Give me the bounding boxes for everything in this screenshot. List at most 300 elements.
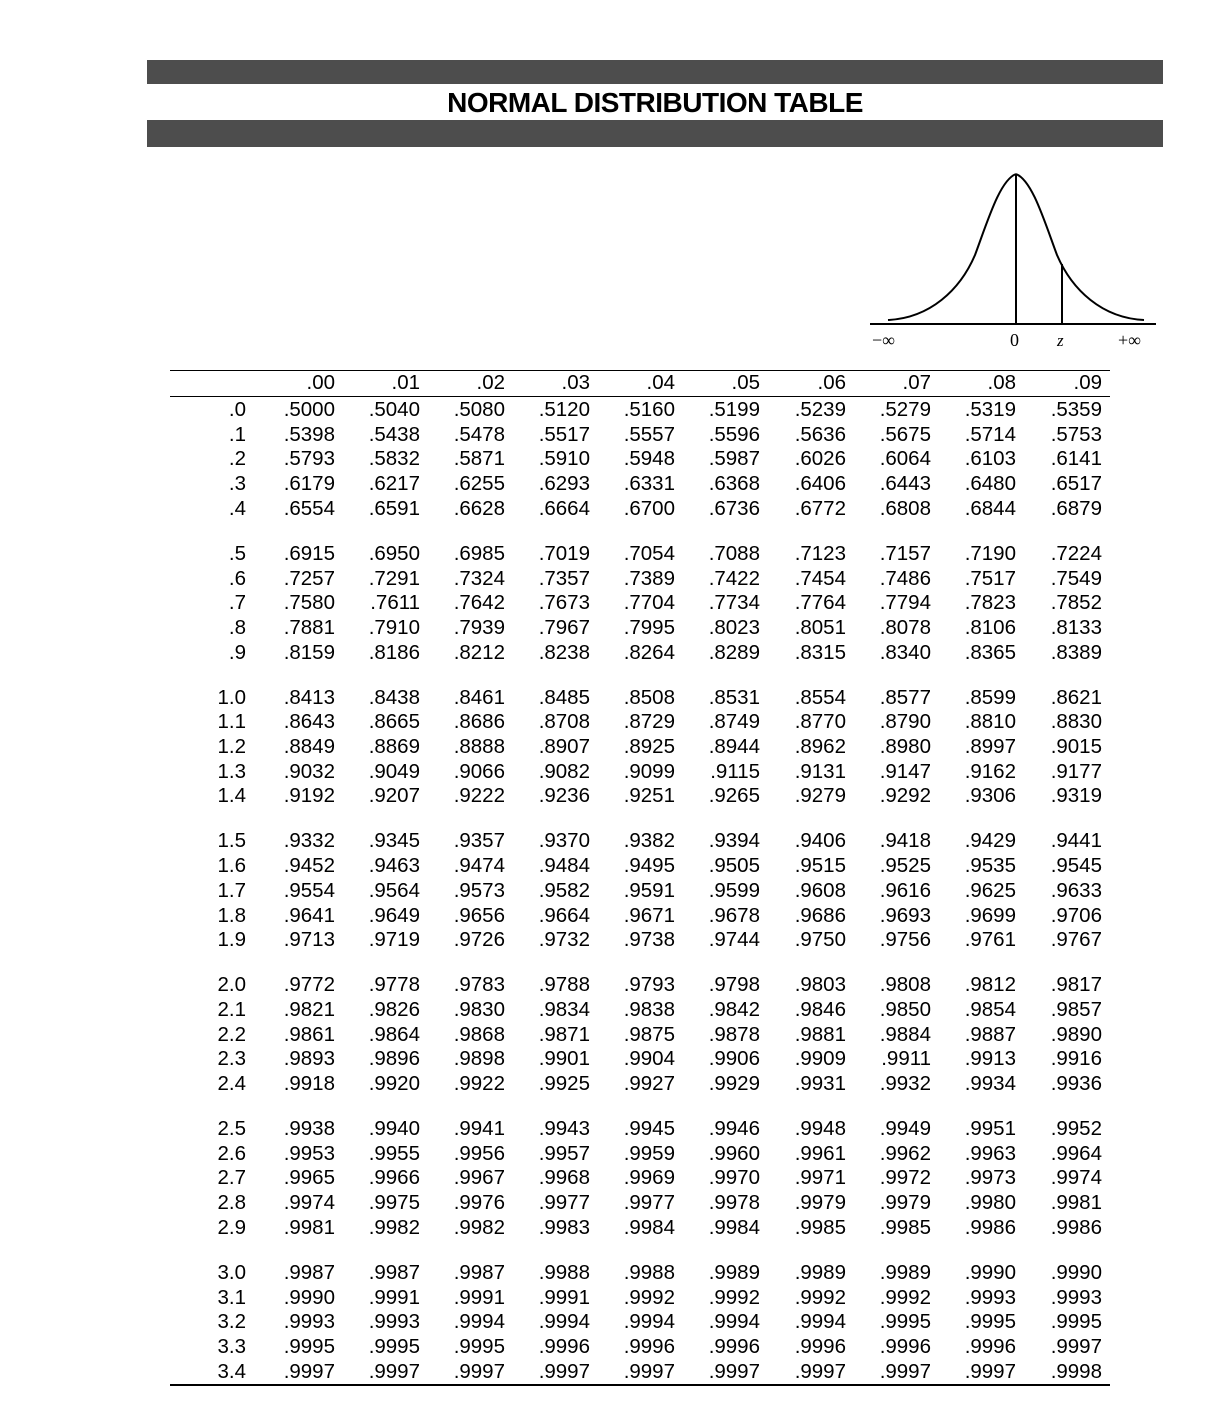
table-cell: .9979	[794, 1191, 846, 1215]
table-cell: .9854	[964, 997, 1016, 1021]
table-cell: .6406	[794, 472, 846, 496]
table-cell: .9951	[964, 1117, 1016, 1140]
table-cell: .8643	[283, 710, 335, 734]
row-z-label: .9	[228, 640, 246, 664]
table-cell: .8599	[964, 685, 1016, 709]
table-cell: .9997	[964, 1359, 1016, 1383]
table-cell: .6879	[1050, 496, 1102, 520]
table-cell: .9993	[964, 1285, 1016, 1309]
table-cell: .7764	[794, 591, 846, 615]
table-cell: .9713	[283, 928, 335, 952]
table-cell: .9989	[794, 1260, 846, 1284]
table-cell: .6554	[283, 496, 335, 520]
table-cell: .5398	[283, 422, 335, 446]
table-cell: .8023	[708, 615, 760, 639]
table-cell: .7517	[964, 566, 1016, 590]
table-cell: .9994	[794, 1310, 846, 1334]
table-cell: .8621	[1050, 685, 1102, 709]
table-cell: .8389	[1050, 640, 1102, 664]
row-z-label: 2.8	[217, 1191, 246, 1215]
row-z-label: 1.5	[217, 829, 246, 853]
table-cell: .9131	[794, 759, 846, 783]
table-cell: .9251	[623, 784, 675, 808]
table-cell: .9664	[538, 903, 590, 927]
table-cell: .7823	[964, 591, 1016, 615]
table-cell: .7019	[538, 541, 590, 565]
table-cell: .7852	[1050, 591, 1102, 615]
table-cell: .9686	[794, 903, 846, 927]
table-cell: .9834	[538, 997, 590, 1021]
table-cell: .7054	[623, 541, 675, 565]
table-cell: .9997	[453, 1359, 505, 1383]
table-cell: .9995	[368, 1334, 420, 1358]
table-cell: .9292	[879, 784, 931, 808]
table-cell: .7324	[453, 566, 505, 590]
table-cell: .9599	[708, 878, 760, 902]
table-cell: .9911	[881, 1047, 931, 1071]
table-cell: .8665	[368, 710, 420, 734]
table-cell: .8365	[964, 640, 1016, 664]
table-cell: .9857	[1050, 997, 1102, 1021]
table-cell: .9985	[879, 1215, 931, 1239]
table-cell: .9463	[368, 854, 420, 878]
table-cell: .7357	[538, 566, 590, 590]
table-cell: .9452	[283, 854, 335, 878]
row-z-label: .1	[228, 422, 246, 446]
table-cell: .7939	[453, 615, 505, 639]
table-cell: .5160	[623, 398, 675, 421]
table-cell: .8315	[794, 640, 846, 664]
table-cell: .8770	[794, 710, 846, 734]
table-cell: .6217	[368, 472, 420, 496]
table-cell: .7454	[794, 566, 846, 590]
table-cell: .9997	[623, 1359, 675, 1383]
table-cell: .9946	[708, 1117, 760, 1140]
table-cell: .9959	[623, 1141, 675, 1165]
table-cell: .9332	[283, 829, 335, 853]
table-cell: .7190	[964, 541, 1016, 565]
table-cell: .9929	[708, 1072, 760, 1095]
table-cell: .5832	[368, 447, 420, 471]
table-cell: .6736	[708, 496, 760, 520]
table-cell: .9997	[538, 1359, 590, 1383]
table-cell: .9961	[794, 1141, 846, 1165]
table-cell: .9991	[368, 1285, 420, 1309]
table-cell: .9948	[794, 1117, 846, 1140]
row-z-label: .2	[228, 447, 246, 471]
table-cell: .8340	[879, 640, 931, 664]
table-cell: .8051	[794, 615, 846, 639]
table-cell: .9878	[708, 1022, 760, 1046]
table-cell: .9989	[708, 1260, 760, 1284]
table-cell: .9996	[964, 1334, 1016, 1358]
table-cell: .8212	[453, 640, 505, 664]
table-cell: .6179	[283, 472, 335, 496]
table-cell: .8729	[623, 710, 675, 734]
table-cell: .9938	[283, 1117, 335, 1140]
table-cell: .9099	[623, 759, 675, 783]
table-cell: .9082	[538, 759, 590, 783]
table-cell: .5438	[368, 422, 420, 446]
table-cell: .9987	[368, 1260, 420, 1284]
table-cell: .7389	[623, 566, 675, 590]
table-cell: .5675	[879, 422, 931, 446]
table-cell: .9997	[1050, 1334, 1102, 1358]
table-cell: .9738	[623, 928, 675, 952]
table-cell: .9993	[283, 1310, 335, 1334]
column-header: .02	[476, 371, 505, 394]
table-cell: .9808	[879, 973, 931, 997]
table-cell: .9671	[623, 903, 675, 927]
table-cell: .9996	[623, 1334, 675, 1358]
table-cell: .9875	[623, 1022, 675, 1046]
table-cell: .8830	[1050, 710, 1102, 734]
table-cell: .7257	[283, 566, 335, 590]
table-cell: .9906	[708, 1047, 760, 1071]
table-cell: .9997	[368, 1359, 420, 1383]
table-cell: .8888	[453, 735, 505, 758]
table-cell: .6950	[368, 541, 420, 565]
table-cell: .6103	[964, 447, 1016, 471]
table-cell: .9633	[1050, 878, 1102, 902]
table-cell: .5910	[538, 447, 590, 471]
table-cell: .7704	[623, 591, 675, 615]
table-cell: .9981	[1050, 1191, 1102, 1215]
table-cell: .8925	[623, 735, 675, 758]
table-cell: .5120	[538, 398, 590, 421]
table-cell: .6591	[368, 496, 420, 520]
table-cell: .5557	[623, 422, 675, 446]
table-cell: .9988	[538, 1260, 590, 1284]
table-cell: .5000	[283, 398, 335, 421]
table-cell: .6844	[964, 496, 1016, 520]
table-cell: .9761	[964, 928, 1016, 952]
table-cell: .5714	[964, 422, 1016, 446]
table-cell: .9913	[964, 1047, 1016, 1071]
table-cell: .5040	[368, 398, 420, 421]
table-cell: .8907	[538, 735, 590, 758]
table-cell: .9793	[623, 973, 675, 997]
normal-curve-diagram	[860, 160, 1170, 360]
table-cell: .9319	[1050, 784, 1102, 808]
header-band-top	[147, 60, 1163, 84]
table-cell: .9989	[879, 1260, 931, 1284]
table-cell: .9750	[794, 928, 846, 952]
table-cell: .9996	[708, 1334, 760, 1358]
table-cell: .9868	[453, 1022, 505, 1046]
table-cell: .6026	[794, 447, 846, 471]
table-cell: .9884	[879, 1022, 931, 1046]
table-cell: .7881	[283, 615, 335, 639]
table-cell: .8554	[794, 685, 846, 709]
table-cell: .9564	[368, 878, 420, 902]
table-cell: .9429	[964, 829, 1016, 853]
row-z-label: 3.0	[217, 1260, 246, 1284]
table-cell: .9994	[708, 1310, 760, 1334]
table-cell: .9953	[283, 1141, 335, 1165]
table-cell: .9985	[794, 1215, 846, 1239]
row-z-label: 1.0	[217, 685, 246, 709]
table-cell: .9767	[1050, 928, 1102, 952]
table-cell: .8485	[538, 685, 590, 709]
row-z-label: .3	[228, 472, 246, 496]
table-cell: .9706	[1050, 903, 1102, 927]
table-cell: .8289	[708, 640, 760, 664]
row-z-label: .6	[228, 566, 246, 590]
table-cell: .9573	[453, 878, 505, 902]
row-z-label: 1.6	[217, 854, 246, 878]
table-cell: .9591	[623, 878, 675, 902]
pos-inf-label: +∞	[1118, 330, 1141, 350]
table-cell: .9881	[794, 1022, 846, 1046]
table-cell: .6141	[1050, 447, 1102, 471]
table-cell: .7157	[879, 541, 931, 565]
table-cell: .5987	[708, 447, 760, 471]
table-cell: .9222	[453, 784, 505, 808]
table-cell: .9925	[538, 1072, 590, 1095]
table-cell: .9931	[794, 1072, 846, 1095]
table-cell: .6064	[879, 447, 931, 471]
table-cell: .9890	[1050, 1022, 1102, 1046]
table-cell: .8944	[708, 735, 760, 758]
table-cell: .9967	[453, 1166, 505, 1190]
table-cell: .9994	[623, 1310, 675, 1334]
table-cell: .9936	[1050, 1072, 1102, 1095]
table-cell: .7486	[879, 566, 931, 590]
row-z-label: .4	[228, 496, 246, 520]
row-z-label: 1.8	[217, 903, 246, 927]
row-z-label: 2.0	[217, 973, 246, 997]
table-cell: .9974	[283, 1191, 335, 1215]
table-cell: .9842	[708, 997, 760, 1021]
table-cell: .9992	[794, 1285, 846, 1309]
table-cell: .9898	[453, 1047, 505, 1071]
table-cell: .8508	[623, 685, 675, 709]
table-cell: .9932	[879, 1072, 931, 1095]
table-cell: .9616	[879, 878, 931, 902]
table-cell: .9922	[453, 1072, 505, 1095]
table-cell: .7123	[794, 541, 846, 565]
table-cell: .9992	[879, 1285, 931, 1309]
table-cell: .6293	[538, 472, 590, 496]
table-cell: .9505	[708, 854, 760, 878]
table-cell: .7794	[879, 591, 931, 615]
table-cell: .9357	[453, 829, 505, 853]
table-cell: .9896	[368, 1047, 420, 1071]
table-cell: .7967	[538, 615, 590, 639]
table-cell: .9345	[368, 829, 420, 853]
table-cell: .9977	[538, 1191, 590, 1215]
table-cell: .8869	[368, 735, 420, 758]
table-cell: .9236	[538, 784, 590, 808]
table-cell: .9996	[879, 1334, 931, 1358]
table-cell: .9693	[879, 903, 931, 927]
table-cell: .9987	[453, 1260, 505, 1284]
table-cell: .9920	[368, 1072, 420, 1095]
table-cell: .9988	[623, 1260, 675, 1284]
table-cell: .9484	[538, 854, 590, 878]
table-cell: .7611	[370, 591, 420, 615]
table-cell: .7549	[1050, 566, 1102, 590]
table-cell: .9625	[964, 878, 1016, 902]
table-cell: .9984	[623, 1215, 675, 1239]
table-cell: .9864	[368, 1022, 420, 1046]
row-z-label: .7	[228, 591, 246, 615]
table-cell: .9830	[453, 997, 505, 1021]
table-cell: .9850	[879, 997, 931, 1021]
table-cell: .7673	[538, 591, 590, 615]
table-cell: .7734	[708, 591, 760, 615]
table-cell: .8159	[283, 640, 335, 664]
table-cell: .9719	[368, 928, 420, 952]
table-cell: .9871	[538, 1022, 590, 1046]
table-cell: .6255	[453, 472, 505, 496]
table-cell: .6331	[623, 472, 675, 496]
table-cell: .9678	[708, 903, 760, 927]
table-cell: .9962	[879, 1141, 931, 1165]
table-cell: .9015	[1050, 735, 1102, 758]
table-cell: .9177	[1050, 759, 1102, 783]
table-cell: .9032	[283, 759, 335, 783]
table-cell: .9955	[368, 1141, 420, 1165]
table-cell: .8264	[623, 640, 675, 664]
table-cell: .9992	[623, 1285, 675, 1309]
table-cell: .9983	[538, 1215, 590, 1239]
table-cell: .9798	[708, 973, 760, 997]
table-cell: .8810	[964, 710, 1016, 734]
row-z-label: 2.1	[217, 997, 246, 1021]
column-header: .08	[987, 371, 1016, 394]
table-cell: .9997	[794, 1359, 846, 1383]
table-cell: .9732	[538, 928, 590, 952]
table-cell: .9941	[453, 1117, 505, 1140]
table-cell: .7224	[1050, 541, 1102, 565]
table-cell: .9952	[1050, 1117, 1102, 1140]
row-z-label: .8	[228, 615, 246, 639]
table-cell: .9265	[708, 784, 760, 808]
table-cell: .6772	[794, 496, 846, 520]
table-cell: .9963	[964, 1141, 1016, 1165]
column-header: .04	[646, 371, 675, 394]
table-cell: .8133	[1050, 615, 1102, 639]
table-cell: .9970	[708, 1166, 760, 1190]
table-cell: .9846	[794, 997, 846, 1021]
table-cell: .9192	[283, 784, 335, 808]
table-cell: .9972	[879, 1166, 931, 1190]
table-cell: .5080	[453, 398, 505, 421]
table-cell: .9943	[538, 1117, 590, 1140]
table-cell: .9726	[453, 928, 505, 952]
table-cell: .9991	[538, 1285, 590, 1309]
table-cell: .9974	[1050, 1166, 1102, 1190]
table-cell: .9066	[453, 759, 505, 783]
table-cell: .9995	[879, 1310, 931, 1334]
table-cell: .8413	[283, 685, 335, 709]
table-header-rule	[170, 396, 1110, 397]
table-cell: .9049	[368, 759, 420, 783]
table-cell: .8531	[708, 685, 760, 709]
table-cell: .9495	[623, 854, 675, 878]
table-cell: .8790	[879, 710, 931, 734]
table-cell: .9887	[964, 1022, 1016, 1046]
row-z-label: .0	[228, 398, 246, 421]
table-cell: .9778	[368, 973, 420, 997]
table-cell: .9993	[1050, 1285, 1102, 1309]
neg-inf-label: −∞	[872, 330, 895, 350]
table-cell: .6628	[453, 496, 505, 520]
table-cell: .9997	[879, 1359, 931, 1383]
table-cell: .9978	[708, 1191, 760, 1215]
table-bottom-rule	[170, 1384, 1110, 1386]
table-cell: .9981	[283, 1215, 335, 1239]
row-z-label: .5	[228, 541, 246, 565]
table-cell: .9994	[453, 1310, 505, 1334]
table-cell: .9976	[453, 1191, 505, 1215]
table-cell: .9545	[1050, 854, 1102, 878]
table-cell: .9965	[283, 1166, 335, 1190]
table-cell: .6808	[879, 496, 931, 520]
table-cell: .9744	[708, 928, 760, 952]
table-cell: .8078	[879, 615, 931, 639]
table-cell: .9394	[708, 829, 760, 853]
table-cell: .8962	[794, 735, 846, 758]
table-cell: .9783	[453, 973, 505, 997]
table-cell: .9995	[283, 1334, 335, 1358]
table-cell: .5279	[879, 398, 931, 421]
table-cell: .9992	[708, 1285, 760, 1309]
table-cell: .9893	[283, 1047, 335, 1071]
table-cell: .8186	[368, 640, 420, 664]
table-cell: .7580	[283, 591, 335, 615]
table-cell: .9990	[964, 1260, 1016, 1284]
table-cell: .9554	[283, 878, 335, 902]
column-header: .07	[902, 371, 931, 394]
table-cell: .9993	[368, 1310, 420, 1334]
table-cell: .9441	[1050, 829, 1102, 853]
table-cell: .5871	[453, 447, 505, 471]
table-cell: .9996	[794, 1334, 846, 1358]
table-cell: .9945	[623, 1117, 675, 1140]
table-cell: .9803	[794, 973, 846, 997]
table-cell: .8577	[879, 685, 931, 709]
table-cell: .8708	[538, 710, 590, 734]
table-cell: .9975	[368, 1191, 420, 1215]
header-band-bottom	[147, 120, 1163, 147]
table-cell: .9984	[708, 1215, 760, 1239]
table-cell: .7422	[708, 566, 760, 590]
table-cell: .7088	[708, 541, 760, 565]
table-cell: .9821	[283, 997, 335, 1021]
table-cell: .5239	[794, 398, 846, 421]
page-title: NORMAL DISTRIBUTION TABLE	[447, 87, 863, 118]
table-cell: .9861	[283, 1022, 335, 1046]
table-cell: .8438	[368, 685, 420, 709]
table-cell: .5596	[708, 422, 760, 446]
table-cell: .5636	[794, 422, 846, 446]
table-cell: .8106	[964, 615, 1016, 639]
row-z-label: 3.2	[217, 1310, 246, 1334]
table-cell: .9147	[879, 759, 931, 783]
table-cell: .6517	[1050, 472, 1102, 496]
table-cell: .9788	[538, 973, 590, 997]
table-cell: .9382	[623, 829, 675, 853]
table-cell: .5793	[283, 447, 335, 471]
row-z-label: 3.1	[217, 1285, 246, 1309]
table-cell: .9940	[368, 1117, 420, 1140]
row-z-label: 2.3	[217, 1047, 246, 1071]
table-cell: .9956	[453, 1141, 505, 1165]
table-cell: .8849	[283, 735, 335, 758]
